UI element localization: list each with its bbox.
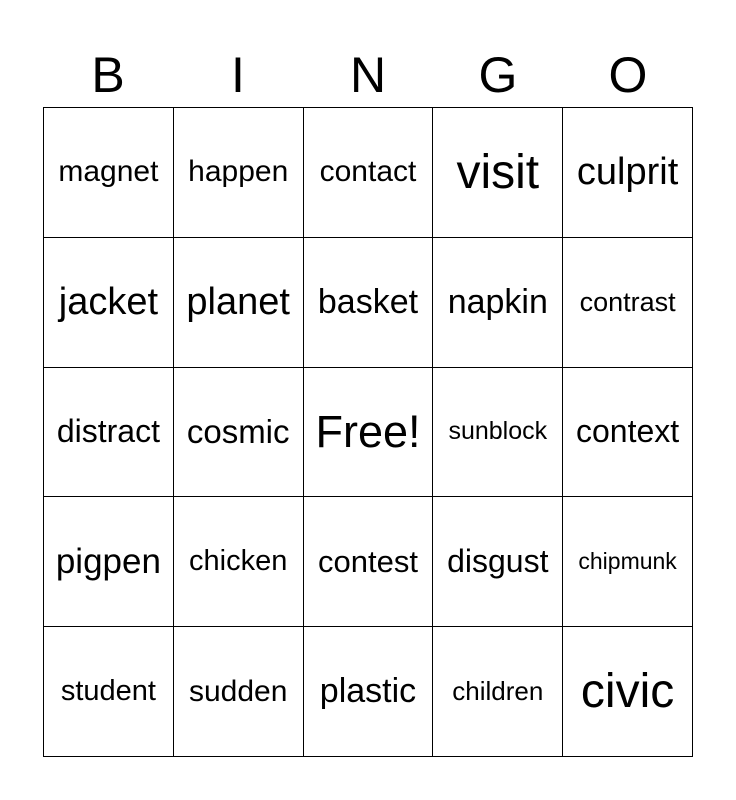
bingo-header	[43, 44, 693, 106]
bingo-cell-magnet[interactable]: magnet	[44, 108, 174, 238]
bingo-cell-planet[interactable]: planet	[174, 238, 304, 368]
bingo-cell-chipmunk[interactable]: chipmunk	[563, 497, 693, 627]
bingo-cell-jacket[interactable]: jacket	[44, 238, 174, 368]
bingo-board	[43, 107, 693, 757]
bingo-cell-contrast[interactable]: contrast	[563, 238, 693, 368]
header-letter-i: I	[231, 47, 245, 103]
bingo-cell-visit[interactable]: visit	[433, 108, 563, 238]
bingo-cell-culprit[interactable]: culprit	[563, 108, 693, 238]
bingo-cell-happen[interactable]: happen	[174, 108, 304, 238]
header-letter-b: B	[91, 47, 125, 103]
bingo-cell-civic[interactable]: civic	[563, 627, 693, 757]
header-letter-o: O	[608, 47, 648, 103]
bingo-cell-napkin[interactable]: napkin	[433, 238, 563, 368]
bingo-cell-plastic[interactable]: plastic	[304, 627, 434, 757]
bingo-cell-chicken[interactable]: chicken	[174, 497, 304, 627]
bingo-cell-basket[interactable]: basket	[304, 238, 434, 368]
bingo-cell-disgust[interactable]: disgust	[433, 497, 563, 627]
bingo-cell-context[interactable]: context	[563, 368, 693, 498]
bingo-cell-distract[interactable]: distract	[44, 368, 174, 498]
bingo-cell-contest[interactable]: contest	[304, 497, 434, 627]
header-letter-g: G	[478, 47, 518, 103]
bingo-cell-pigpen[interactable]: pigpen	[44, 497, 174, 627]
header-letter-n: N	[349, 47, 387, 103]
bingo-cell-cosmic[interactable]: cosmic	[174, 368, 304, 498]
bingo-cell-sudden[interactable]: sudden	[174, 627, 304, 757]
bingo-cell-student[interactable]: student	[44, 627, 174, 757]
bingo-cell-free[interactable]: Free!	[304, 368, 434, 498]
bingo-cell-contact[interactable]: contact	[304, 108, 434, 238]
bingo-cell-children[interactable]: children	[433, 627, 563, 757]
bingo-cell-sunblock[interactable]: sunblock	[433, 368, 563, 498]
